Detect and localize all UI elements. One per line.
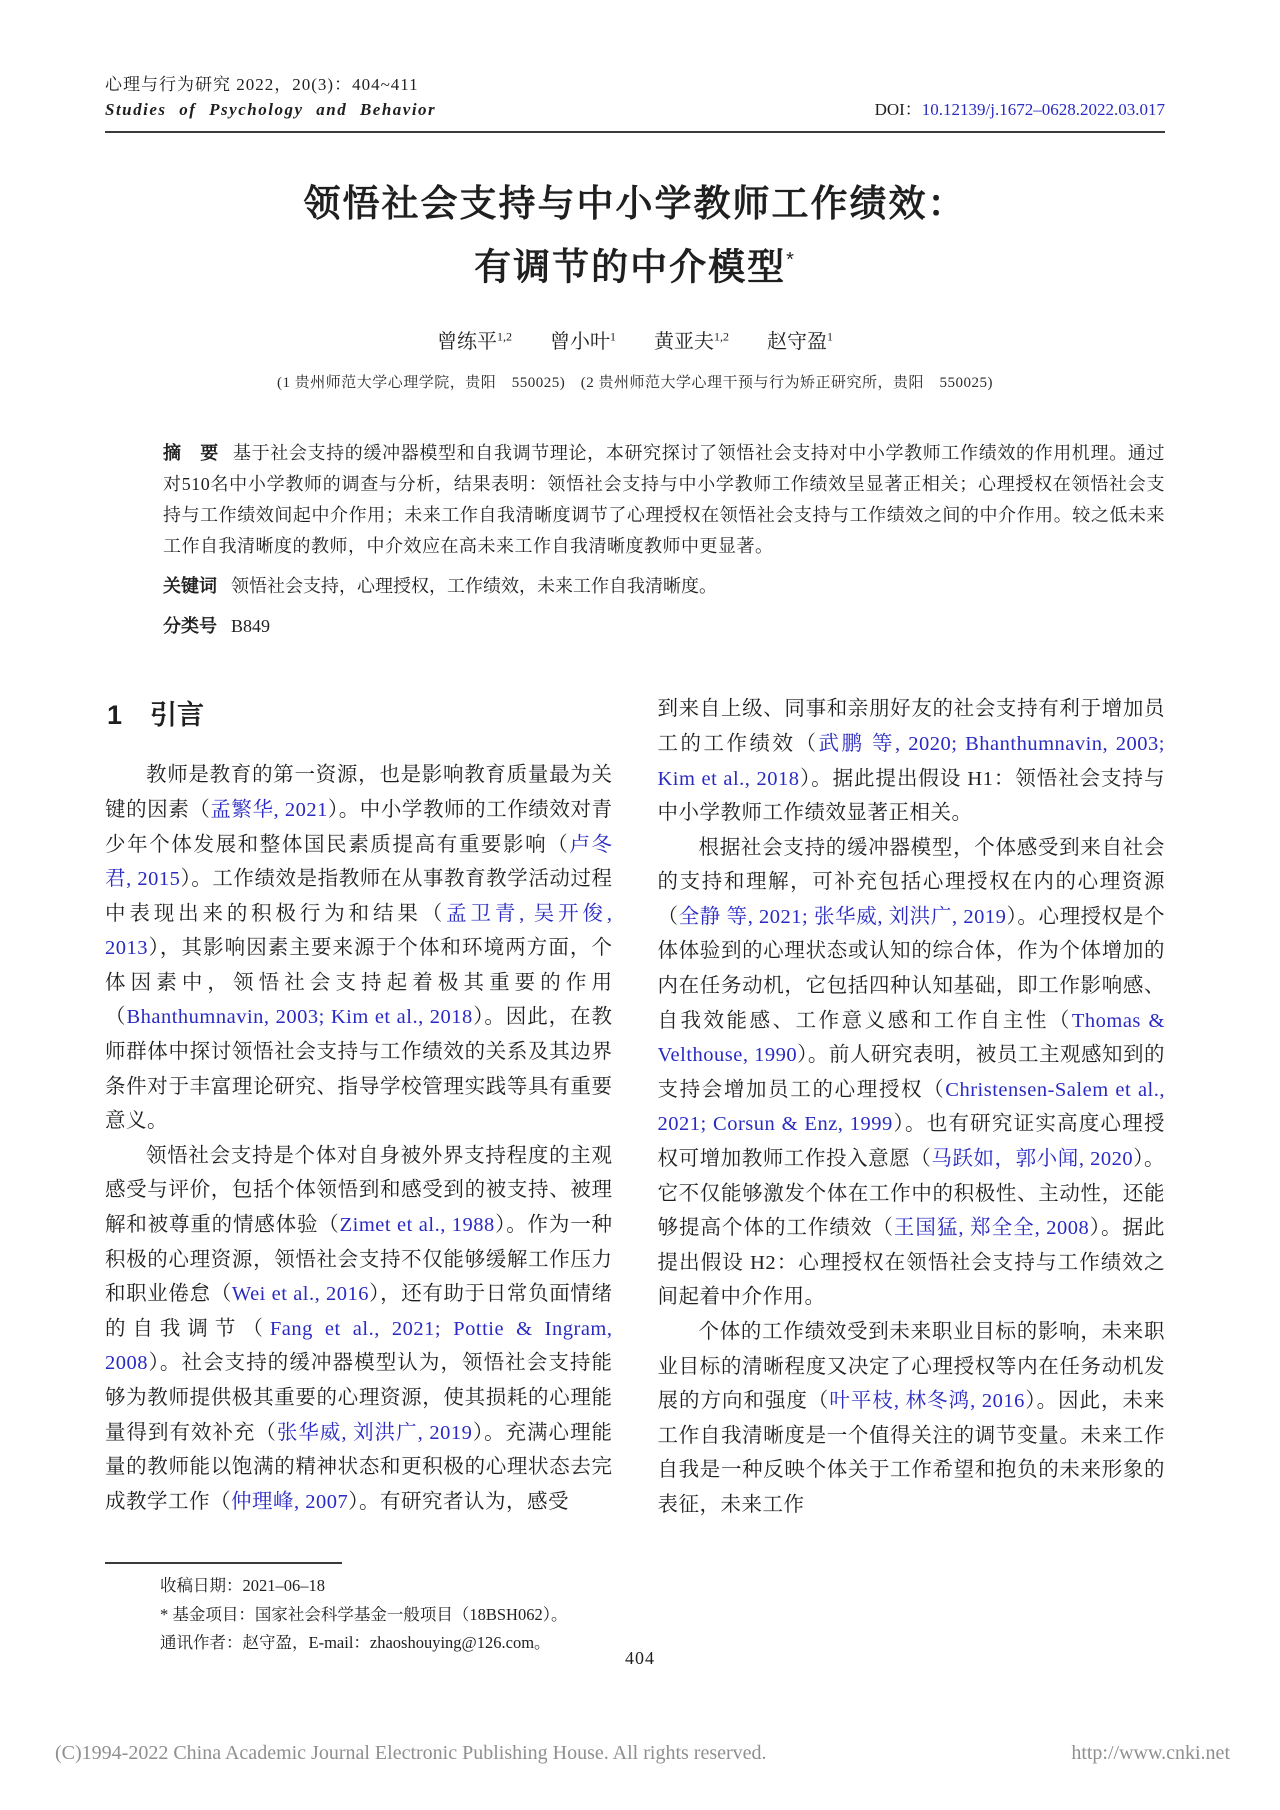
paragraph [658,692,1166,830]
header-rule [105,131,1165,133]
keywords-label: 关键词 [163,576,217,597]
body-text: ）。因此，在教师群体中探讨领悟社会支持与工作绩效的关系及其边界条件对于丰富理论研究、指导学校管理实践等具有重要意义。 [105,1006,613,1133]
classification-value: B849 [231,616,271,637]
body-text: ）。前人研究表明，被员工主观感知到的支持会增加员工的心理授权（ [657,1044,1165,1101]
abstract [163,438,1165,562]
paper-title-line1: 领悟社会支持与中小学教师工作绩效： [303,183,967,224]
keywords-text: 领悟社会支持，心理授权，工作绩效，未来工作自我清晰度。 [231,576,717,597]
citation: Thomas & Velthouse, 1990 [657,1009,1165,1067]
author: 曾小叶$^1$ [550,329,616,354]
citation: Christensen-Salem et al., 2021; Corsun & Enz, 1999 [657,1078,1165,1136]
paragraph [658,1315,1166,1523]
paragraph [105,1139,613,1520]
title-asterisk: * [786,249,796,271]
body-text: ）。它不仅能够激发个体在工作中的积极性、主动性，还能够提高个体的工作绩效（ [657,1148,1165,1240]
citation: Wei et al., 2016 [231,1283,370,1306]
body-text: ）。社会支持的缓冲器模型认为，领悟社会支持能够为教师提供极其重要的心理资源，使其损耗的心理能量得到有效补充（ [105,1352,613,1444]
citation: 卢冬君, 2015 [105,833,613,891]
abstract-text: 基于社会支持的缓冲器模型和自我调节理论，本研究探讨了领悟社会支持对中小学教师工作绩效的作用机理。通过对510名中小学教师的调查与分析，结果表明：领悟社会支持与中小学教师工作绩效呈显著正相关；心理授权在领悟社会支持与工作绩效间起中介作用；未来工作自我清晰度调节了心理授权在领悟社会支持与工作绩效之间的中介作用。较之低未来工作自我清晰度的教师，中介效应在高未来工作自我清晰度教师中更显著。 [163,443,1165,557]
citation: 张华威, 刘洪广, 2019 [276,1421,473,1444]
body-text: ）。据此提出假设 H1：领悟社会支持与中小学教师工作绩效显著正相关。 [657,767,1165,825]
body-text: ）。因此，未来工作自我清晰度是一个值得关注的调节变量。未来工作自我是一种反映个体关于工作希望和抱负的未来形象的表征，未来工作 [657,1390,1165,1516]
journal-title-en: Studies of Psychology and Behavior [105,100,437,119]
citation: Zimet et al., 1988 [339,1214,495,1237]
footnote-received-date: 收稿日期：2021–06–18 [160,1576,325,1595]
keywords-line [163,571,1165,602]
author: 赵守盈$^1$ [767,329,833,354]
doi-line [875,95,1165,120]
citation: 孟繁华, 2021 [210,798,328,821]
doi-link[interactable]: 10.12139/j.1672–0628.2022.03.017 [921,100,1165,119]
body-text: ），其影响因素主要来源于个体和环境两方面，个体因素中，领悟社会支持起着极其重要的作用（ [105,937,613,1029]
page-header [105,72,1165,122]
citation: 马跃如，郭小闻, 2020 [931,1148,1134,1171]
copyright-text: (C)1994-2022 China Academic Journal Electronic Publishing House. All rights reserved. [55,1742,767,1764]
body-text: ）。心理授权是个体体验到的心理状态或认知的综合体，作为个体增加的内在任务动机，它包括四种认知基础，即工作影响感、自我效能感、工作意义感和工作自主性（ [657,905,1165,1032]
body-text: ）。有研究者认为，感受 [348,1490,569,1513]
footnote-block [105,1562,625,1658]
footnote-rule [105,1562,342,1564]
body-columns [105,692,1165,1540]
doi-label: DOI： [874,100,922,119]
paper-title [105,175,1165,295]
body-text: ）。也有研究证实高度心理授权可增加教师工作投入意愿（ [657,1113,1165,1171]
body-text: ）。工作绩效是指教师在从事教育教学活动过程中表现出来的积极行为和结果（ [105,868,613,925]
body-text: 根据社会支持的缓冲器模型，个体感受到来自社会的支持和理解，可补充包括心理授权在内的心理资源（ [657,836,1165,928]
right-column [658,692,1166,1540]
left-column [105,692,613,1540]
cnki-url: http://www.cnki.net [1071,1742,1230,1764]
footnote-corresponding-author: 通讯作者：赵守盈，E-mail：zhaoshouying@126.com。 [160,1633,551,1652]
citation: 仲理峰, 2007 [231,1490,349,1513]
paper-title-line2: 有调节的中介模型 [474,246,787,288]
authors-line [105,325,1165,354]
author: 黄亚夫$^{1,2}$ [654,329,729,354]
body-text: 到来自上级、同事和亲朋好友的社会支持有利于增加员工的工作绩效（ [657,698,1165,755]
body-text: 个体的工作绩效受到未来职业目标的影响，未来职业目标的清晰程度又决定了心理授权等内在任务动机发展的方向和强度（ [657,1321,1165,1413]
citation: 武鹏 等, 2020; Bhanthumnavin, 2003; Kim et al., 2018 [657,732,1165,790]
citation: 孟卫青, 吴开俊, 2013 [105,902,613,960]
copyright-bar [0,1742,1280,1765]
body-text: ），还有助于日常负面情绪的自我调节（ [105,1283,613,1340]
section-heading-introduction: 1 引言 [107,700,205,731]
classification-line [163,611,1165,642]
body-text: ）。作为一种积极的心理资源，领悟社会支持不仅能够缓解工作压力和职业倦怠（ [105,1214,613,1306]
page-number: 404 [625,1648,655,1668]
classification-label: 分类号 [163,616,217,637]
citation: 叶平枝, 林冬鸿, 2016 [829,1390,1025,1413]
citation: Fang et al., 2021; Pottie & Ingram, 2008 [105,1317,613,1375]
journal-title-cn: 心理与行为研究 2022，20(3)：404~411 [105,75,419,94]
body-text: ）。中小学教师的工作绩效对青少年个体发展和整体国民素质提高有重要影响（ [105,798,613,856]
affiliations: (1 贵州师范大学心理学院，贵阳 550025) (2 贵州师范大学心理干预与行为矫正研究所，贵阳 550025) [277,375,993,392]
citation: 王国猛, 郑全全, 2008 [893,1217,1090,1240]
paragraph [105,758,613,1139]
citation: Bhanthumnavin, 2003; Kim et al., 2018 [126,1006,473,1029]
footnote-fund-project: * 基金项目：国家社会科学基金一般项目（18BSH062）。 [160,1604,568,1624]
body-text: 教师是教育的第一资源，也是影响教育质量最为关键的因素（ [105,764,613,821]
body-text: ）。充满心理能量的教师能以饱满的精神状态和更积极的心理状态去完成教学工作（ [105,1421,613,1513]
body-text: ）。据此提出假设 H2：心理授权在领悟社会支持与工作绩效之间起着中介作用。 [657,1217,1165,1309]
body-text: 领悟社会支持是个体对自身被外界支持程度的主观感受与评价，包括个体领悟到和感受到的被支持、被理解和被尊重的情感体验（ [105,1144,613,1237]
author: 曾练平$^{1,2}$ [437,329,512,354]
paragraph [658,831,1166,1315]
abstract-label: 摘 要 [163,443,219,464]
citation: 全静 等, 2021; 张华威, 刘洪广, 2019 [678,905,1007,928]
